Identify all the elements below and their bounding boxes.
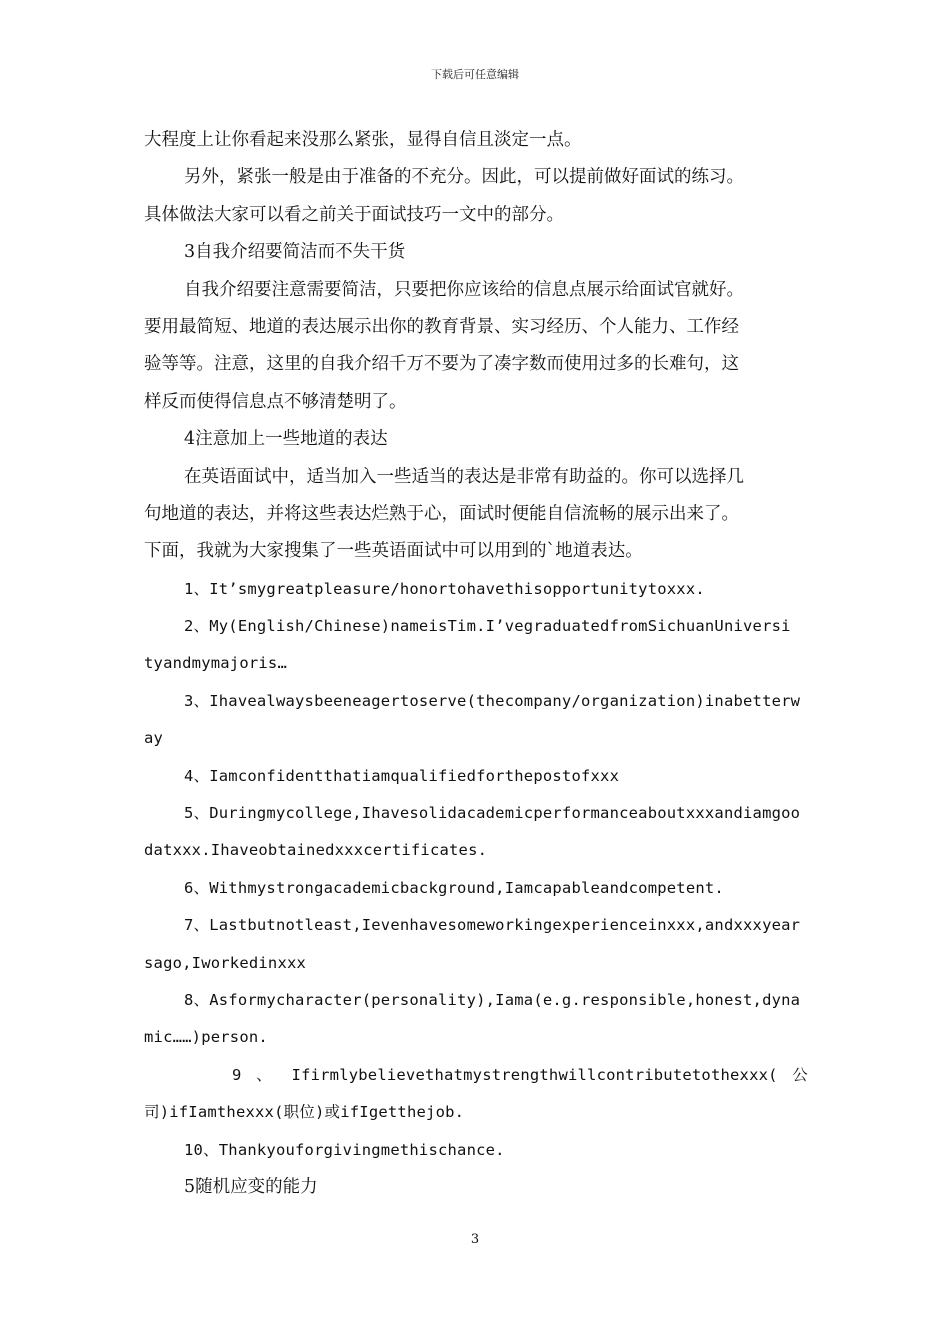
section-heading: 4注意加上一些地道的表达 [184, 429, 388, 450]
paragraph-line: 具体做法大家可以看之前关于面试技巧一文中的部分。 [144, 204, 564, 225]
expression-item-continued: tyandmymajoris… [144, 654, 287, 673]
expression-item: 1、It’smygreatpleasure/honortohavethisopportunitytoxxx. [184, 579, 705, 598]
section-heading: 5随机应变的能力 [184, 1176, 318, 1197]
expression-item: 5、Duringmycollege,Ihavesolidacademicperformanceaboutxxxandiamgoo [184, 804, 801, 823]
expression-item-continued: 司)ifIamthexxx(职位)或ifIgetthejob. [144, 1103, 465, 1122]
paragraph-line: 自我介绍要注意需要简洁，只要把你应该给的信息点展示给面试官就好。 [184, 279, 744, 300]
paragraph-line: 在英语面试中，适当加入一些适当的表达是非常有助益的。你可以选择几 [184, 466, 744, 487]
page-header: 下载后可任意编辑 [431, 68, 519, 81]
expression-item: 4、Iamconfidentthatiamqualifiedforthepostofxxx [184, 766, 620, 785]
expression-item: 9 、 Ifirmlybelievethatmystrengthwillcontributetothexxx( 公 [232, 1065, 808, 1084]
paragraph-line: 大程度上让你看起来没那么紧张，显得自信且淡定一点。 [144, 130, 582, 150]
paragraph-line: 样反而使得信息点不够清楚明了。 [144, 391, 407, 412]
expression-item: 7、Lastbutnotleast,Ievenhavesomeworkingexperienceinxxx,andxxxyear [184, 916, 801, 935]
page-number: 3 [470, 1232, 480, 1247]
expression-item-continued: sago,Iworkedinxxx [144, 953, 307, 972]
section-heading: 3自我介绍要简洁而不失干货 [184, 242, 406, 263]
paragraph-line: 下面，我就为大家搜集了一些英语面试中可以用到的`地道表达。 [144, 541, 643, 562]
expression-item: 3、Ihavealwaysbeeneagertoserve(thecompany/organization)inabetterw [184, 691, 801, 710]
expression-item: 8、Asformycharacter(personality),Iama(e.g.responsible,honest,dyna [184, 990, 801, 1009]
paragraph-line: 验等等。注意，这里的自我介绍千万不要为了凑字数而使用过多的长难句，这 [144, 354, 739, 375]
paragraph-line: 要用最简短、地道的表达展示出你的教育背景、实习经历、个人能力、工作经 [144, 316, 739, 337]
paragraph-line: 句地道的表达，并将这些表达烂熟于心，面试时便能自信流畅的展示出来了。 [144, 503, 739, 524]
expression-item-continued: datxxx.Ihaveobtainedxxxcertificates. [144, 841, 488, 860]
expression-item: 6、Withmystrongacademicbackground,Iamcapableandcompetent. [184, 878, 724, 897]
expression-item: 2、My(English/Chinese)nameisTim.I’vegraduatedfromSichuanUniversi [184, 617, 791, 636]
paragraph-line: 另外，紧张一般是由于准备的不充分。因此，可以提前做好面试的练习。 [184, 167, 744, 188]
expression-item-continued: ay [144, 729, 164, 748]
document-body [144, 122, 808, 1206]
expression-item: 10、Thankyouforgivingmethischance. [184, 1140, 505, 1159]
expression-item-continued: mic……)person. [144, 1028, 268, 1047]
